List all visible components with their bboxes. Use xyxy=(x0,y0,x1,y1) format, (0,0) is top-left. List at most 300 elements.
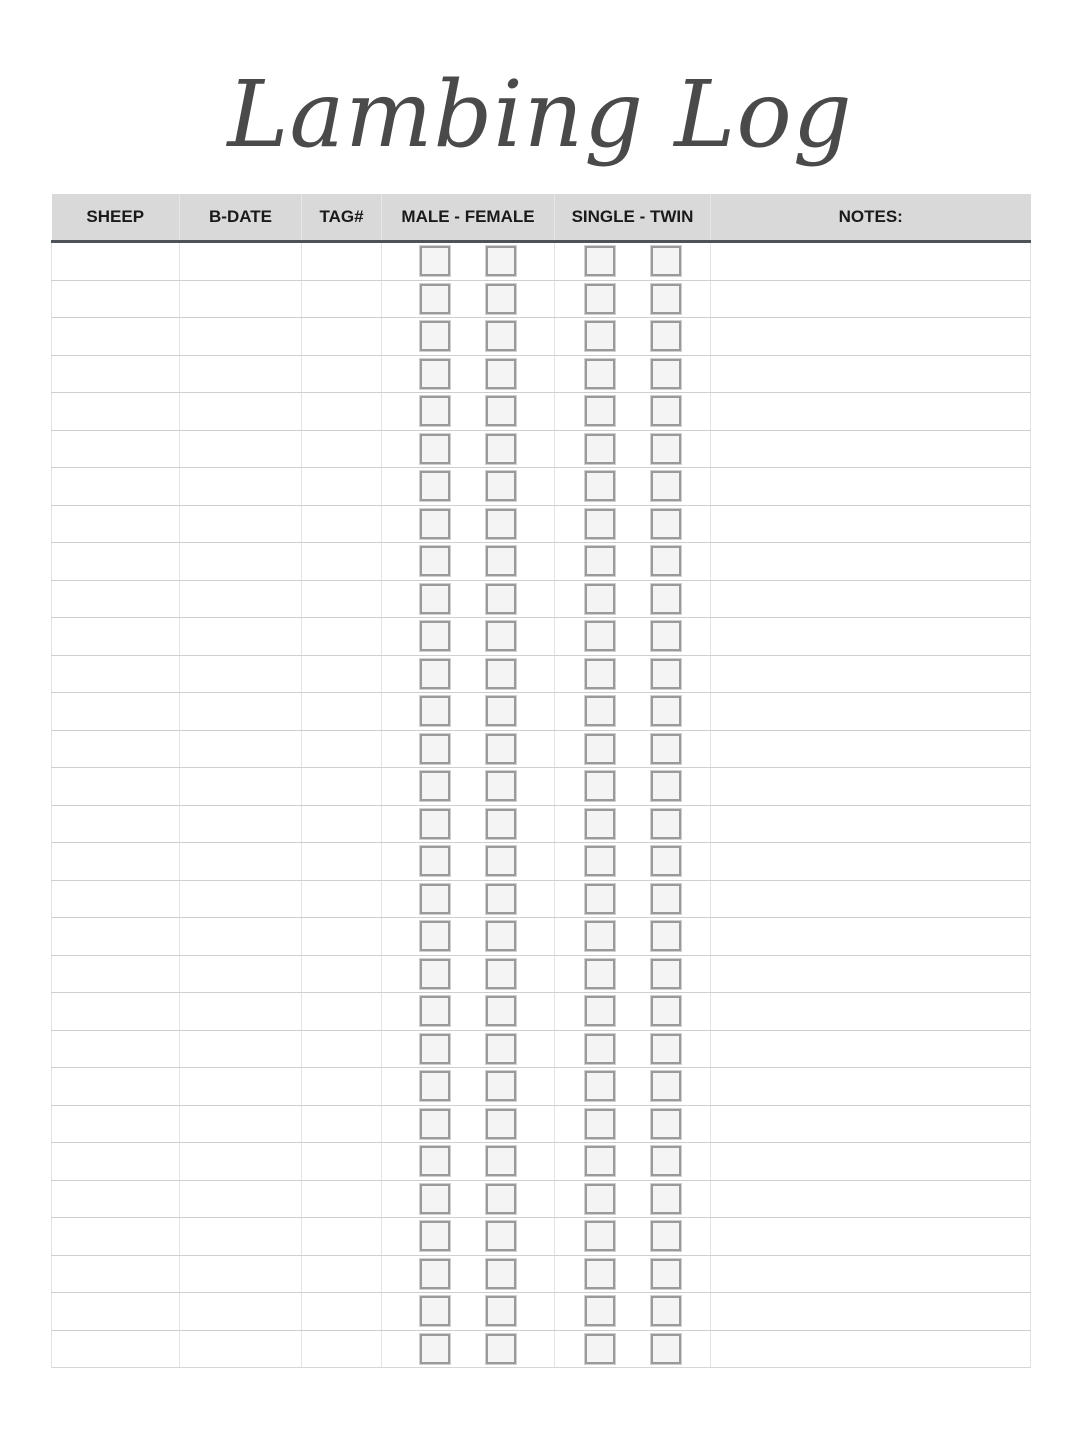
bdate-cell[interactable] xyxy=(180,730,302,768)
twin-checkbox[interactable] xyxy=(651,321,681,351)
female-checkbox[interactable] xyxy=(486,1259,516,1289)
twin-checkbox[interactable] xyxy=(651,284,681,314)
single-checkbox[interactable] xyxy=(585,321,615,351)
bdate-cell[interactable] xyxy=(180,843,302,881)
tag-cell[interactable] xyxy=(302,768,382,806)
male-female-cell xyxy=(382,955,555,993)
twin-checkbox[interactable] xyxy=(651,471,681,501)
female-checkbox[interactable] xyxy=(486,1296,516,1326)
single-checkbox[interactable] xyxy=(585,1184,615,1214)
sheep-cell[interactable] xyxy=(52,1293,180,1331)
sheep-cell[interactable] xyxy=(52,280,180,318)
single-twin-cell xyxy=(555,1030,711,1068)
female-checkbox[interactable] xyxy=(486,396,516,426)
female-checkbox[interactable] xyxy=(486,321,516,351)
tag-cell[interactable] xyxy=(302,393,382,431)
sheep-cell[interactable] xyxy=(52,618,180,656)
header-bdate: B-DATE xyxy=(180,194,302,242)
tag-cell[interactable] xyxy=(302,505,382,543)
single-checkbox[interactable] xyxy=(585,921,615,951)
bdate-cell[interactable] xyxy=(180,1330,302,1368)
single-checkbox[interactable] xyxy=(585,1259,615,1289)
single-checkbox[interactable] xyxy=(585,734,615,764)
notes-cell[interactable] xyxy=(711,918,1031,956)
bdate-cell[interactable] xyxy=(180,805,302,843)
tag-cell[interactable] xyxy=(302,280,382,318)
male-checkbox[interactable] xyxy=(420,471,450,501)
twin-checkbox[interactable] xyxy=(651,696,681,726)
twin-checkbox[interactable] xyxy=(651,959,681,989)
female-checkbox[interactable] xyxy=(486,471,516,501)
table-row xyxy=(52,768,1031,806)
bdate-cell[interactable] xyxy=(180,430,302,468)
tag-cell[interactable] xyxy=(302,543,382,581)
sheep-cell[interactable] xyxy=(52,1330,180,1368)
single-twin-cell xyxy=(555,805,711,843)
table-row xyxy=(52,505,1031,543)
female-checkbox[interactable] xyxy=(486,584,516,614)
table-row xyxy=(52,1030,1031,1068)
sheep-cell[interactable] xyxy=(52,318,180,356)
single-twin-cell xyxy=(555,1255,711,1293)
tag-cell[interactable] xyxy=(302,1030,382,1068)
sheep-cell[interactable] xyxy=(52,843,180,881)
twin-checkbox[interactable] xyxy=(651,1184,681,1214)
bdate-cell[interactable] xyxy=(180,1030,302,1068)
male-female-cell xyxy=(382,1218,555,1256)
notes-cell[interactable] xyxy=(711,1105,1031,1143)
sheep-cell[interactable] xyxy=(52,242,180,281)
twin-checkbox[interactable] xyxy=(651,434,681,464)
single-twin-cell xyxy=(555,1180,711,1218)
male-checkbox[interactable] xyxy=(420,1296,450,1326)
bdate-cell[interactable] xyxy=(180,543,302,581)
single-checkbox[interactable] xyxy=(585,509,615,539)
female-checkbox[interactable] xyxy=(486,1146,516,1176)
table-row xyxy=(52,1218,1031,1256)
notes-cell[interactable] xyxy=(711,580,1031,618)
female-checkbox[interactable] xyxy=(486,284,516,314)
single-twin-cell xyxy=(555,468,711,506)
sheep-cell[interactable] xyxy=(52,1255,180,1293)
notes-cell[interactable] xyxy=(711,1143,1031,1181)
male-checkbox[interactable] xyxy=(420,396,450,426)
sheep-cell[interactable] xyxy=(52,993,180,1031)
single-twin-cell xyxy=(555,1105,711,1143)
notes-cell[interactable] xyxy=(711,1255,1031,1293)
tag-cell[interactable] xyxy=(302,918,382,956)
male-checkbox[interactable] xyxy=(420,1109,450,1139)
table-row xyxy=(52,242,1031,281)
single-twin-cell xyxy=(555,505,711,543)
bdate-cell[interactable] xyxy=(180,242,302,281)
single-checkbox[interactable] xyxy=(585,1071,615,1101)
twin-checkbox[interactable] xyxy=(651,1296,681,1326)
sheep-cell[interactable] xyxy=(52,693,180,731)
male-checkbox[interactable] xyxy=(420,696,450,726)
single-twin-cell xyxy=(555,318,711,356)
male-female-cell xyxy=(382,918,555,956)
single-twin-cell xyxy=(555,918,711,956)
twin-checkbox[interactable] xyxy=(651,771,681,801)
single-twin-cell xyxy=(555,280,711,318)
twin-checkbox[interactable] xyxy=(651,246,681,276)
single-checkbox[interactable] xyxy=(585,1034,615,1064)
female-checkbox[interactable] xyxy=(486,1109,516,1139)
single-checkbox[interactable] xyxy=(585,284,615,314)
sheep-cell[interactable] xyxy=(52,1068,180,1106)
female-checkbox[interactable] xyxy=(486,1071,516,1101)
twin-checkbox[interactable] xyxy=(651,734,681,764)
notes-cell[interactable] xyxy=(711,505,1031,543)
tag-cell[interactable] xyxy=(302,843,382,881)
tag-cell[interactable] xyxy=(302,242,382,281)
sheep-cell[interactable] xyxy=(52,355,180,393)
sheep-cell[interactable] xyxy=(52,505,180,543)
notes-cell[interactable] xyxy=(711,1180,1031,1218)
page-title: Lambing Log xyxy=(227,61,853,168)
male-checkbox[interactable] xyxy=(420,1221,450,1251)
bdate-cell[interactable] xyxy=(180,1143,302,1181)
tag-cell[interactable] xyxy=(302,955,382,993)
bdate-cell[interactable] xyxy=(180,318,302,356)
twin-checkbox[interactable] xyxy=(651,509,681,539)
tag-cell[interactable] xyxy=(302,355,382,393)
male-checkbox[interactable] xyxy=(420,1184,450,1214)
male-checkbox[interactable] xyxy=(420,434,450,464)
twin-checkbox[interactable] xyxy=(651,546,681,576)
twin-checkbox[interactable] xyxy=(651,1071,681,1101)
male-checkbox[interactable] xyxy=(420,809,450,839)
twin-checkbox[interactable] xyxy=(651,1334,681,1364)
bdate-cell[interactable] xyxy=(180,618,302,656)
single-checkbox[interactable] xyxy=(585,1146,615,1176)
male-checkbox[interactable] xyxy=(420,921,450,951)
notes-cell[interactable] xyxy=(711,1218,1031,1256)
male-female-cell xyxy=(382,1068,555,1106)
single-checkbox[interactable] xyxy=(585,434,615,464)
female-checkbox[interactable] xyxy=(486,1034,516,1064)
sheep-cell[interactable] xyxy=(52,880,180,918)
female-checkbox[interactable] xyxy=(486,359,516,389)
male-checkbox[interactable] xyxy=(420,734,450,764)
bdate-cell[interactable] xyxy=(180,993,302,1031)
notes-cell[interactable] xyxy=(711,280,1031,318)
tag-cell[interactable] xyxy=(302,1180,382,1218)
single-checkbox[interactable] xyxy=(585,884,615,914)
header-row xyxy=(52,194,1031,242)
tag-cell[interactable] xyxy=(302,618,382,656)
male-female-cell xyxy=(382,1330,555,1368)
notes-cell[interactable] xyxy=(711,805,1031,843)
twin-checkbox[interactable] xyxy=(651,1146,681,1176)
female-checkbox[interactable] xyxy=(486,1184,516,1214)
male-female-cell xyxy=(382,1030,555,1068)
bdate-cell[interactable] xyxy=(180,1068,302,1106)
twin-checkbox[interactable] xyxy=(651,996,681,1026)
table-row xyxy=(52,1068,1031,1106)
notes-cell[interactable] xyxy=(711,955,1031,993)
tag-cell[interactable] xyxy=(302,655,382,693)
notes-cell[interactable] xyxy=(711,1293,1031,1331)
male-checkbox[interactable] xyxy=(420,1071,450,1101)
female-checkbox[interactable] xyxy=(486,696,516,726)
twin-checkbox[interactable] xyxy=(651,396,681,426)
sheep-cell[interactable] xyxy=(52,768,180,806)
table-row xyxy=(52,280,1031,318)
notes-cell[interactable] xyxy=(711,993,1031,1031)
male-female-cell xyxy=(382,805,555,843)
bdate-cell[interactable] xyxy=(180,280,302,318)
notes-cell[interactable] xyxy=(711,468,1031,506)
sheep-cell[interactable] xyxy=(52,955,180,993)
male-female-cell xyxy=(382,618,555,656)
sheep-cell[interactable] xyxy=(52,730,180,768)
tag-cell[interactable] xyxy=(302,468,382,506)
single-twin-cell xyxy=(555,1143,711,1181)
male-checkbox[interactable] xyxy=(420,959,450,989)
female-checkbox[interactable] xyxy=(486,659,516,689)
sheep-cell[interactable] xyxy=(52,655,180,693)
male-checkbox[interactable] xyxy=(420,621,450,651)
male-female-cell xyxy=(382,1143,555,1181)
sheep-cell[interactable] xyxy=(52,1180,180,1218)
male-female-cell xyxy=(382,655,555,693)
male-checkbox[interactable] xyxy=(420,884,450,914)
twin-checkbox[interactable] xyxy=(651,1034,681,1064)
female-checkbox[interactable] xyxy=(486,509,516,539)
twin-checkbox[interactable] xyxy=(651,621,681,651)
notes-cell[interactable] xyxy=(711,393,1031,431)
male-female-cell xyxy=(382,318,555,356)
sheep-cell[interactable] xyxy=(52,393,180,431)
notes-cell[interactable] xyxy=(711,768,1031,806)
male-checkbox[interactable] xyxy=(420,321,450,351)
single-twin-cell xyxy=(555,543,711,581)
table-row xyxy=(52,693,1031,731)
bdate-cell[interactable] xyxy=(180,880,302,918)
sheep-cell[interactable] xyxy=(52,468,180,506)
table-row xyxy=(52,880,1031,918)
single-twin-cell xyxy=(555,618,711,656)
bdate-cell[interactable] xyxy=(180,768,302,806)
notes-cell[interactable] xyxy=(711,543,1031,581)
male-checkbox[interactable] xyxy=(420,546,450,576)
male-checkbox[interactable] xyxy=(420,846,450,876)
table-row xyxy=(52,618,1031,656)
single-twin-cell xyxy=(555,355,711,393)
male-checkbox[interactable] xyxy=(420,996,450,1026)
male-female-cell xyxy=(382,543,555,581)
male-checkbox[interactable] xyxy=(420,659,450,689)
notes-cell[interactable] xyxy=(711,242,1031,281)
female-checkbox[interactable] xyxy=(486,959,516,989)
bdate-cell[interactable] xyxy=(180,393,302,431)
female-checkbox[interactable] xyxy=(486,921,516,951)
female-checkbox[interactable] xyxy=(486,771,516,801)
notes-cell[interactable] xyxy=(711,618,1031,656)
single-checkbox[interactable] xyxy=(585,1296,615,1326)
single-checkbox[interactable] xyxy=(585,696,615,726)
sheep-cell[interactable] xyxy=(52,1105,180,1143)
notes-cell[interactable] xyxy=(711,355,1031,393)
single-checkbox[interactable] xyxy=(585,1109,615,1139)
male-checkbox[interactable] xyxy=(420,359,450,389)
male-checkbox[interactable] xyxy=(420,1146,450,1176)
bdate-cell[interactable] xyxy=(180,955,302,993)
bdate-cell[interactable] xyxy=(180,355,302,393)
single-twin-cell xyxy=(555,1068,711,1106)
single-checkbox[interactable] xyxy=(585,396,615,426)
table-row xyxy=(52,993,1031,1031)
female-checkbox[interactable] xyxy=(486,809,516,839)
female-checkbox[interactable] xyxy=(486,1334,516,1364)
sheep-cell[interactable] xyxy=(52,430,180,468)
female-checkbox[interactable] xyxy=(486,996,516,1026)
male-checkbox[interactable] xyxy=(420,584,450,614)
bdate-cell[interactable] xyxy=(180,580,302,618)
male-female-cell xyxy=(382,730,555,768)
single-twin-cell xyxy=(555,880,711,918)
single-twin-cell xyxy=(555,955,711,993)
male-female-cell xyxy=(382,1255,555,1293)
twin-checkbox[interactable] xyxy=(651,846,681,876)
tag-cell[interactable] xyxy=(302,430,382,468)
single-checkbox[interactable] xyxy=(585,771,615,801)
table-row xyxy=(52,1255,1031,1293)
female-checkbox[interactable] xyxy=(486,434,516,464)
bdate-cell[interactable] xyxy=(180,918,302,956)
tag-cell[interactable] xyxy=(302,1293,382,1331)
tag-cell[interactable] xyxy=(302,1330,382,1368)
single-checkbox[interactable] xyxy=(585,846,615,876)
male-checkbox[interactable] xyxy=(420,509,450,539)
bdate-cell[interactable] xyxy=(180,468,302,506)
male-checkbox[interactable] xyxy=(420,1034,450,1064)
single-checkbox[interactable] xyxy=(585,584,615,614)
single-twin-cell xyxy=(555,242,711,281)
tag-cell[interactable] xyxy=(302,1068,382,1106)
single-checkbox[interactable] xyxy=(585,246,615,276)
notes-cell[interactable] xyxy=(711,318,1031,356)
tag-cell[interactable] xyxy=(302,1143,382,1181)
twin-checkbox[interactable] xyxy=(651,1221,681,1251)
sheep-cell[interactable] xyxy=(52,1218,180,1256)
bdate-cell[interactable] xyxy=(180,693,302,731)
notes-cell[interactable] xyxy=(711,1068,1031,1106)
bdate-cell[interactable] xyxy=(180,655,302,693)
single-checkbox[interactable] xyxy=(585,621,615,651)
single-checkbox[interactable] xyxy=(585,359,615,389)
tag-cell[interactable] xyxy=(302,730,382,768)
twin-checkbox[interactable] xyxy=(651,1109,681,1139)
tag-cell[interactable] xyxy=(302,693,382,731)
single-checkbox[interactable] xyxy=(585,996,615,1026)
bdate-cell[interactable] xyxy=(180,1293,302,1331)
sheep-cell[interactable] xyxy=(52,580,180,618)
male-checkbox[interactable] xyxy=(420,284,450,314)
tag-cell[interactable] xyxy=(302,1255,382,1293)
single-checkbox[interactable] xyxy=(585,1334,615,1364)
female-checkbox[interactable] xyxy=(486,884,516,914)
female-checkbox[interactable] xyxy=(486,621,516,651)
female-checkbox[interactable] xyxy=(486,846,516,876)
female-checkbox[interactable] xyxy=(486,734,516,764)
twin-checkbox[interactable] xyxy=(651,359,681,389)
twin-checkbox[interactable] xyxy=(651,1259,681,1289)
tag-cell[interactable] xyxy=(302,1105,382,1143)
tag-cell[interactable] xyxy=(302,880,382,918)
lambing-log-table xyxy=(51,194,1031,1368)
sheep-cell[interactable] xyxy=(52,1143,180,1181)
bdate-cell[interactable] xyxy=(180,1255,302,1293)
tag-cell[interactable] xyxy=(302,993,382,1031)
single-twin-cell xyxy=(555,768,711,806)
female-checkbox[interactable] xyxy=(486,546,516,576)
notes-cell[interactable] xyxy=(711,693,1031,731)
female-checkbox[interactable] xyxy=(486,1221,516,1251)
bdate-cell[interactable] xyxy=(180,1105,302,1143)
notes-cell[interactable] xyxy=(711,1330,1031,1368)
notes-cell[interactable] xyxy=(711,430,1031,468)
table-row xyxy=(52,580,1031,618)
male-female-cell xyxy=(382,505,555,543)
male-female-cell xyxy=(382,430,555,468)
twin-checkbox[interactable] xyxy=(651,809,681,839)
notes-cell[interactable] xyxy=(711,843,1031,881)
header-notes: NOTES: xyxy=(711,194,1031,242)
male-checkbox[interactable] xyxy=(420,1334,450,1364)
sheep-cell[interactable] xyxy=(52,805,180,843)
single-checkbox[interactable] xyxy=(585,471,615,501)
single-checkbox[interactable] xyxy=(585,546,615,576)
bdate-cell[interactable] xyxy=(180,505,302,543)
male-female-cell xyxy=(382,468,555,506)
male-checkbox[interactable] xyxy=(420,771,450,801)
bdate-cell[interactable] xyxy=(180,1218,302,1256)
tag-cell[interactable] xyxy=(302,805,382,843)
twin-checkbox[interactable] xyxy=(651,659,681,689)
single-twin-cell xyxy=(555,430,711,468)
sheep-cell[interactable] xyxy=(52,918,180,956)
twin-checkbox[interactable] xyxy=(651,584,681,614)
twin-checkbox[interactable] xyxy=(651,884,681,914)
table-row xyxy=(52,955,1031,993)
notes-cell[interactable] xyxy=(711,1030,1031,1068)
male-checkbox[interactable] xyxy=(420,246,450,276)
notes-cell[interactable] xyxy=(711,655,1031,693)
single-checkbox[interactable] xyxy=(585,659,615,689)
single-twin-cell xyxy=(555,730,711,768)
single-twin-cell xyxy=(555,1330,711,1368)
notes-cell[interactable] xyxy=(711,880,1031,918)
sheep-cell[interactable] xyxy=(52,1030,180,1068)
male-checkbox[interactable] xyxy=(420,1259,450,1289)
notes-cell[interactable] xyxy=(711,730,1031,768)
tag-cell[interactable] xyxy=(302,580,382,618)
bdate-cell[interactable] xyxy=(180,1180,302,1218)
tag-cell[interactable] xyxy=(302,318,382,356)
tag-cell[interactable] xyxy=(302,1218,382,1256)
sheep-cell[interactable] xyxy=(52,543,180,581)
twin-checkbox[interactable] xyxy=(651,921,681,951)
single-checkbox[interactable] xyxy=(585,809,615,839)
male-female-cell xyxy=(382,880,555,918)
table-row xyxy=(52,655,1031,693)
single-checkbox[interactable] xyxy=(585,959,615,989)
female-checkbox[interactable] xyxy=(486,246,516,276)
single-checkbox[interactable] xyxy=(585,1221,615,1251)
